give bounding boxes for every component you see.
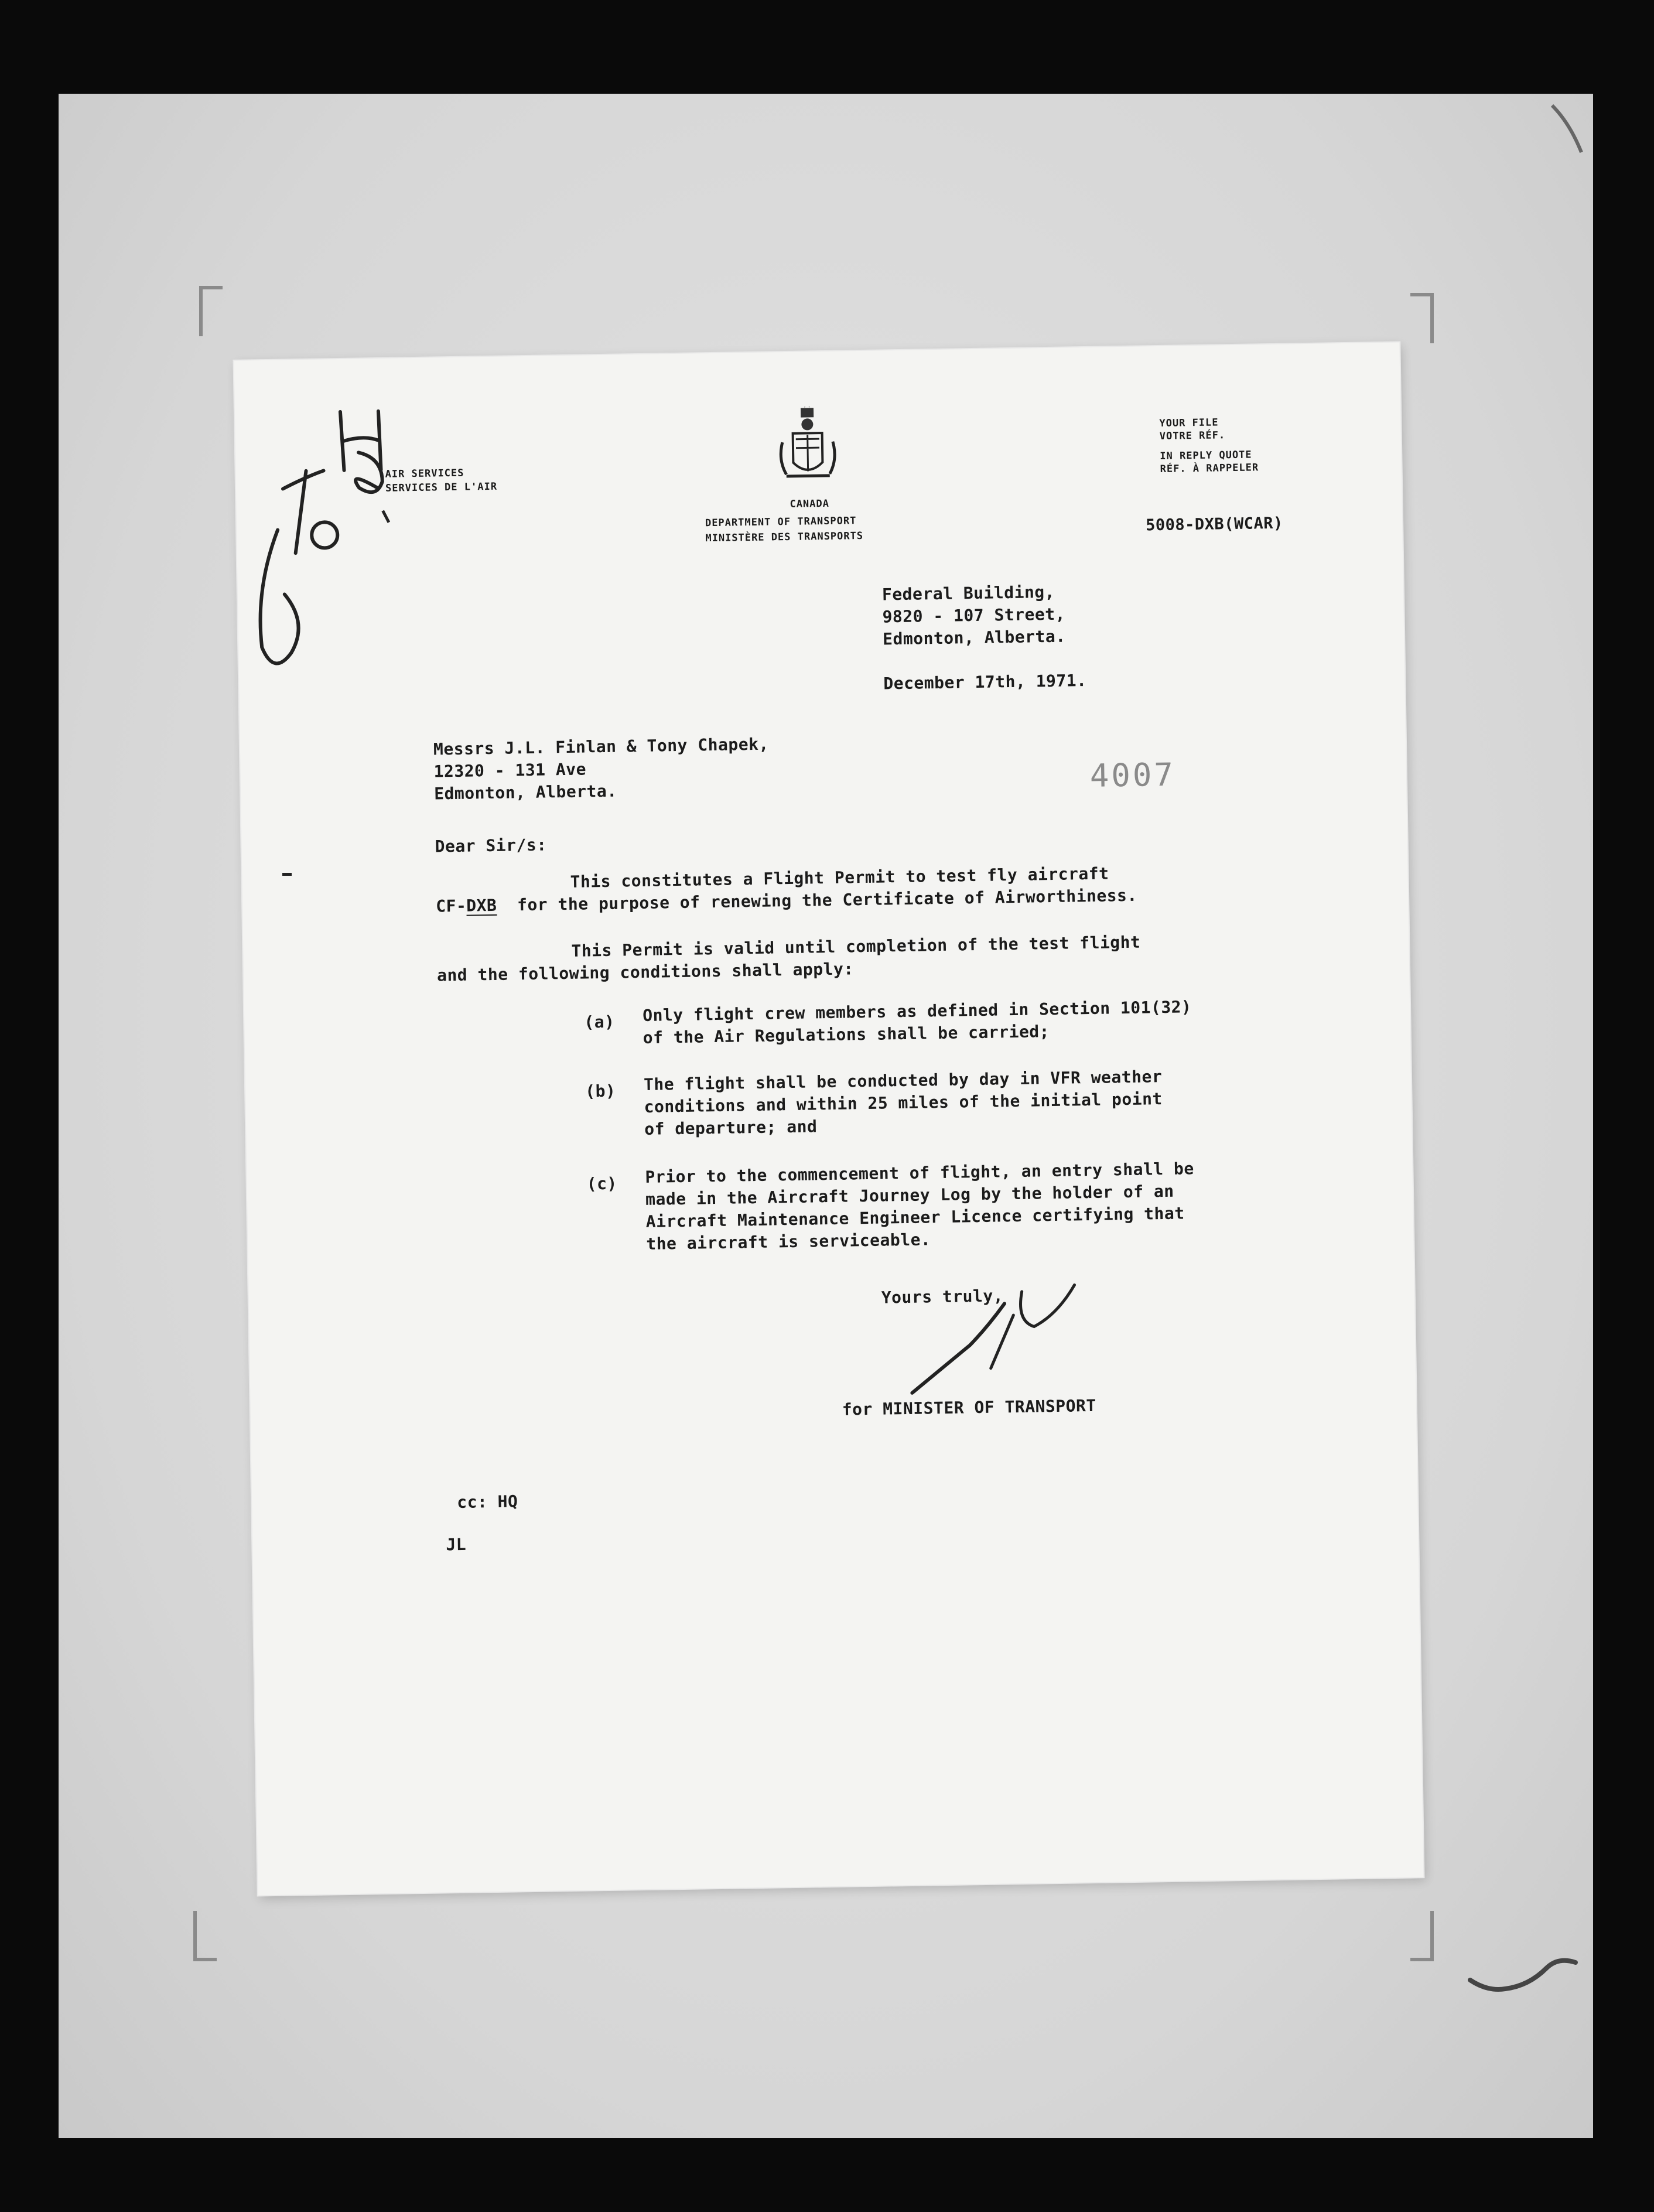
paragraph2-line1: This Permit is valid until completion of the test flight: [571, 932, 1141, 961]
condition-b-label: (b): [585, 1081, 616, 1101]
paragraph2-line2: and the following conditions shall apply:: [436, 959, 854, 985]
registration-mark: DXB: [466, 895, 497, 916]
margin-scribble-icon: [1464, 1945, 1581, 2015]
condition-b-line1: The flight shall be conducted by day in VFR weather: [643, 1067, 1163, 1094]
corner-scribble-icon: [1546, 100, 1593, 164]
condition-a-line1: Only flight crew members as defined in Section 101(32): [642, 997, 1192, 1025]
sender-address-line2: 9820 - 107 Street,: [882, 604, 1066, 627]
registration-prefix: CF-: [435, 896, 467, 916]
typist-initials: JL: [446, 1534, 467, 1555]
paragraph1-line1: This constitutes a Flight Permit to test fly aircraft: [570, 863, 1109, 892]
department-of-transport-label: DEPARTMENT OF TRANSPORT: [705, 515, 857, 530]
services-de-l-air-label: SERVICES DE L'AIR: [385, 480, 498, 494]
condition-c-label: (c): [586, 1173, 618, 1194]
margin-dash-mark: [282, 873, 292, 876]
votre-ref-label: VOTRE RÉF.: [1159, 429, 1226, 442]
condition-c-line4: the aircraft is serviceable.: [646, 1230, 931, 1254]
ministere-des-transports-label: MINISTÈRE DES TRANSPORTS: [705, 530, 864, 545]
sender-address-line1: Federal Building,: [881, 582, 1055, 605]
in-reply-quote-label: IN REPLY QUOTE: [1160, 449, 1252, 462]
closing: Yours truly,: [881, 1286, 1004, 1308]
paragraph1-line2-rest: for the purpose of renewing the Certificate of Airworthiness.: [517, 885, 1138, 915]
crop-mark-top-left: [199, 286, 223, 336]
coat-of-arms-icon: [775, 407, 840, 496]
crop-mark-top-right: [1410, 293, 1434, 343]
crop-mark-bottom-right: [1410, 1911, 1434, 1961]
condition-a-label: (a): [584, 1012, 615, 1032]
letter-page: [234, 343, 1424, 1896]
sender-address-line3: Edmonton, Alberta.: [882, 626, 1066, 649]
cc-line: cc: HQ: [456, 1491, 518, 1513]
ref-a-rappeler-label: RÉF. À RAPPELER: [1160, 462, 1259, 475]
condition-b-line2: conditions and within 25 miles of the initial point: [644, 1089, 1163, 1117]
letter-date: December 17th, 1971.: [883, 670, 1087, 694]
condition-c-line2: made in the Aircraft Journey Log by the holder of an: [645, 1181, 1174, 1209]
condition-c-line3: Aircraft Maintenance Engineer Licence certifying that: [645, 1203, 1185, 1231]
condition-a-line2: of the Air Regulations shall be carried;: [643, 1022, 1050, 1047]
recipient-line2: 12320 - 131 Ave: [433, 759, 587, 781]
signature-icon: [887, 1279, 1082, 1399]
air-services-label: AIR SERVICES: [385, 467, 464, 480]
recipient-line1: Messrs J.L. Finlan & Tony Chapek,: [433, 734, 769, 759]
file-number: 5008-DXB(WCAR): [1145, 514, 1283, 535]
canada-label: CANADA: [790, 497, 830, 510]
condition-c-line1: Prior to the commencement of flight, an entry shall be: [645, 1159, 1194, 1187]
crop-mark-bottom-left: [193, 1911, 217, 1961]
paragraph1-line2: [436, 886, 1137, 916]
salutation: Dear Sir/s:: [435, 835, 547, 856]
condition-b-line3: of departure; and: [644, 1117, 818, 1139]
handwritten-to-hq-note: [241, 400, 398, 706]
recipient-line3: Edmonton, Alberta.: [433, 781, 617, 804]
your-file-label: YOUR FILE: [1159, 417, 1219, 429]
stamped-number: 4007: [1089, 756, 1176, 794]
signatory: for MINISTER OF TRANSPORT: [842, 1395, 1096, 1419]
